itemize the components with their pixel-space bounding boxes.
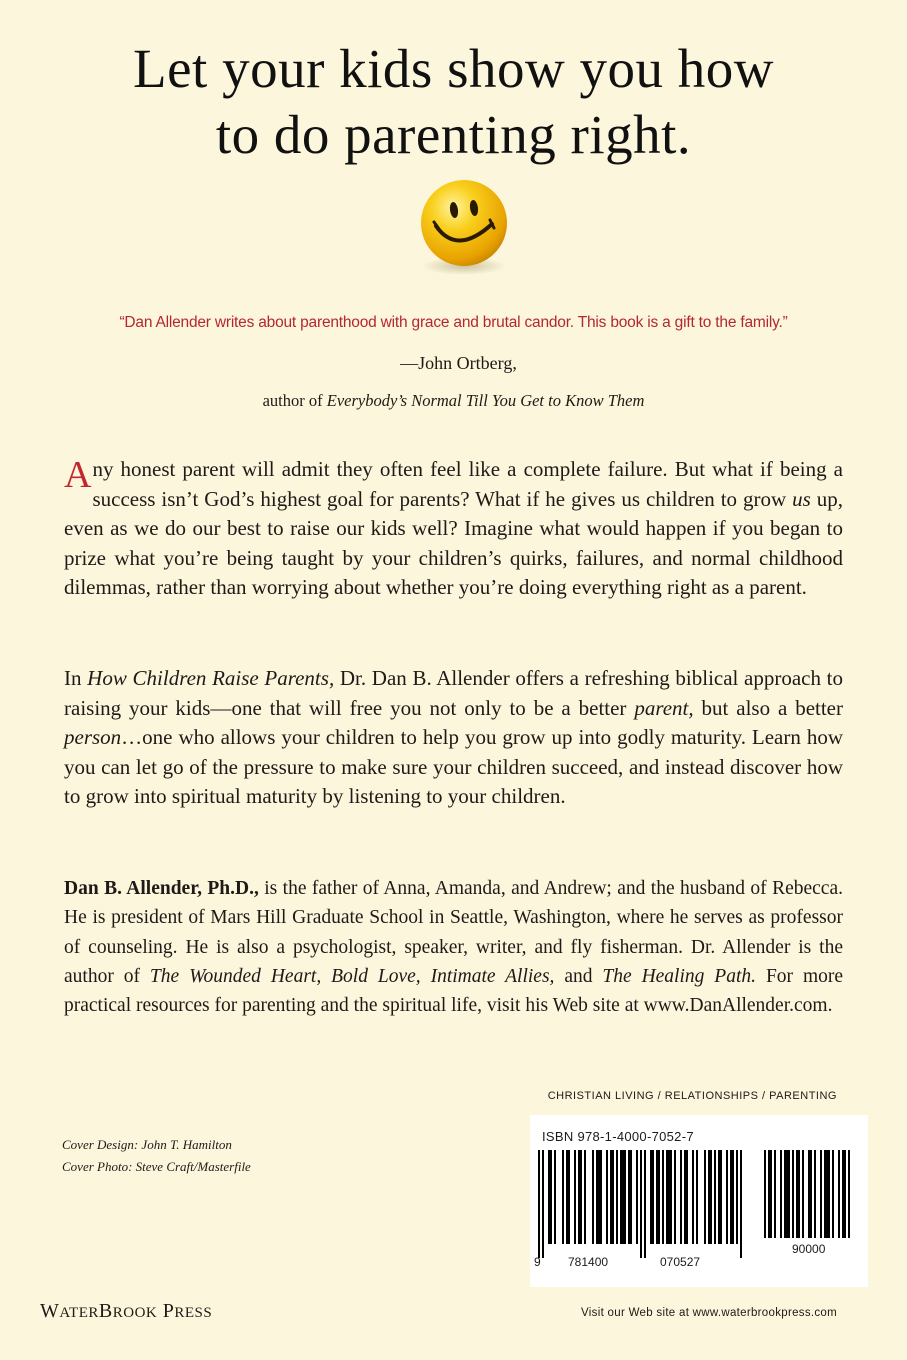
smiley-ball-image	[412, 178, 522, 278]
credit-book-title: Everybody’s Normal Till You Get to Know Them	[326, 391, 645, 410]
barcode-bars	[538, 1150, 752, 1258]
barcode-digit-first: 9	[534, 1255, 541, 1269]
book-title: How Children Raise Parents,	[87, 666, 335, 690]
cover-design-credit: Cover Design: John T. Hamilton	[62, 1137, 232, 1152]
description-paragraph-2: In How Children Raise Parents, Dr. Dan B. Allender offers a refreshing biblical approach to raising your kids—one that will free you not only to be a better parent, but also a better person…one who allows your children to help you grow up into godly maturity. Learn how you can let go of the pressure to make sure your children succeed, and instead discover how to grow into spiritual maturity by listening to your children.	[64, 666, 844, 808]
drop-cap: A	[64, 454, 92, 496]
headline-line-2: to do parenting right.	[215, 104, 692, 165]
endorsement-quote: “Dan Allender writes about parenthood with grace and brutal candor. This book is a gift to the family.”	[119, 314, 788, 331]
endorsement-author: —John Ortberg,	[400, 353, 517, 373]
barcode-supplement-bars	[764, 1150, 860, 1238]
endorsement-credit	[0, 391, 907, 411]
author-name: Dan B. Allender, Ph.D.,	[64, 878, 259, 899]
headline-line-1: Let your kids show you how	[133, 38, 774, 99]
credit-prefix: author of	[262, 391, 327, 410]
publisher-website: Visit our Web site at www.waterbrookpress.com	[581, 1307, 837, 1319]
barcode-price-code: 90000	[792, 1242, 826, 1256]
isbn-barcode	[530, 1115, 868, 1287]
barcode-digits-right: 070527	[660, 1255, 701, 1269]
isbn-number: ISBN 978-1-4000-7052-7	[542, 1129, 694, 1144]
description-paragraph-1: Any honest parent will admit they often feel like a complete failure. But what if being a success isn’t God’s highest goal for parents? What if he gives us children to grow us up, even as we do our best to raise our kids well? Imagine what would happen if you began to prize what you’re being taught by your children’s quirks, failures, and normal childhood dilemmas, rather than worrying about whether you’re doing everything right as a parent.	[64, 454, 843, 599]
barcode-digits-left: 781400	[568, 1255, 609, 1269]
cover-credits	[62, 1134, 251, 1178]
book-category: CHRISTIAN LIVING / RELATIONSHIPS / PARENTING	[547, 1090, 837, 1102]
publisher-logo: WATERBROOK PRESS	[40, 1300, 213, 1322]
author-bio: Dan B. Allender, Ph.D., is the father of Anna, Amanda, and Andrew; and the husband of Rebecca. He is president of Mars Hill Graduate School in Seattle, Washington, where he serves as professor of counseling. He is also a psychologist, speaker, writer, and fly fisherman. Dr. Allender is the author of The Wounded Heart, Bold Love, Intimate Allies, and The Healing Path. For more practical resources for parenting and the spiritual life, visit his Web site at www.DanAllender.com.	[64, 878, 844, 1017]
headline	[0, 36, 907, 168]
cover-photo-credit: Cover Photo: Steve Craft/Masterfile	[62, 1159, 251, 1174]
